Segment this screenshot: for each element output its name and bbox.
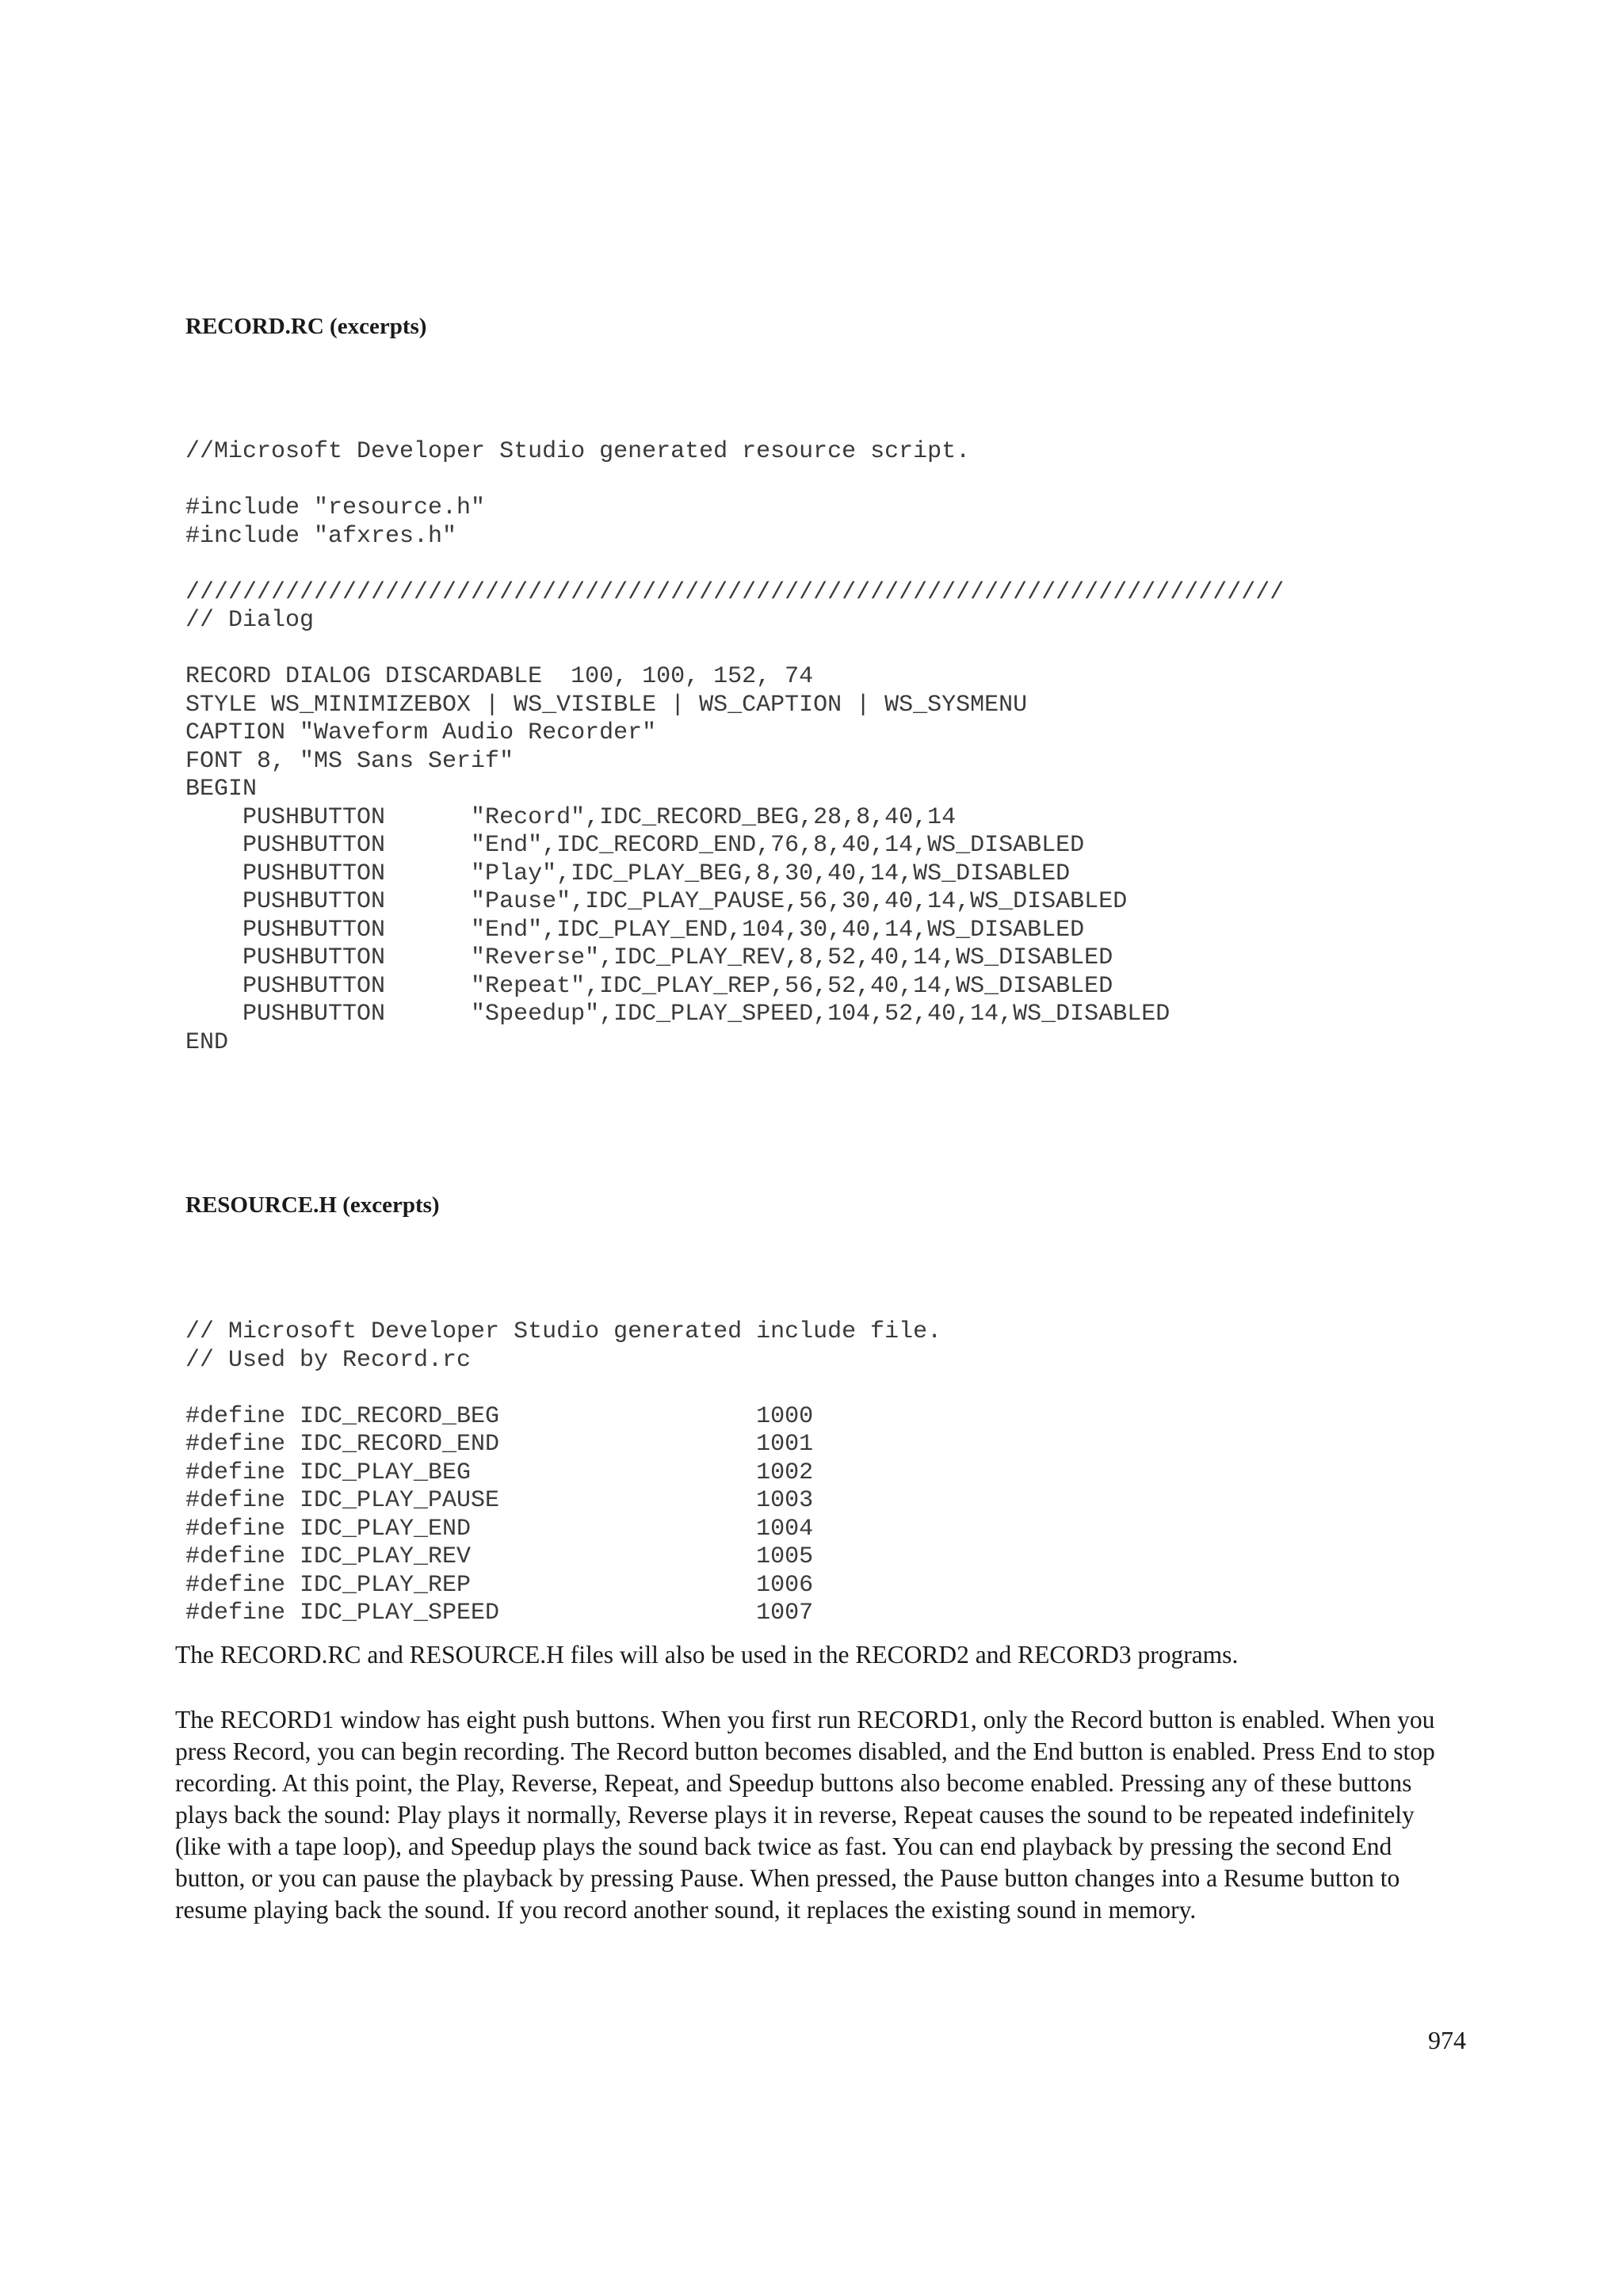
- resource-h-heading: RESOURCE.H (excerpts): [185, 1192, 440, 1218]
- body-paragraph-record1-description: The RECORD1 window has eight push buttons. When you first run RECORD1, only the Record button is enabled. When you press Record, you can begin recording. The Record button becomes disabled, and the End button is enabled. Press End to stop recording. At this point, the Play, Reverse, Repeat, and Speedup buttons also become enabled. Pressing any of these buttons plays back the sound: Play plays it normally, Reverse plays it in reverse, Repeat causes the sound to be repeated indefinitely (like with a tape loop), and Speedup plays the sound back twice as fast. You can end playback by pressing the second End button, or you can pause the playback by pressing Pause. When pressed, the Pause button changes into a Resume button to resume playing back the sound. If you record another sound, it replaces the existing sound in memory.: [175, 1706, 1435, 1924]
- body-paragraph-shared-files: The RECORD.RC and RESOURCE.H files will also be used in the RECORD2 and RECORD3 programs.: [175, 1641, 1239, 1669]
- page-number: 974: [1428, 2026, 1466, 2054]
- resource-h-code-listing: // Microsoft Developer Studio generated include file. // Used by Record.rc #define IDC_RECORD_BEG 1000 #define IDC_RECORD_END 1001 #define IDC_PLAY_BEG 1002 #define IDC_PLAY_PAUSE 1003 #define IDC_PLAY_END 1004 #define IDC_PLAY_REV 1005 #define IDC_PLAY_REP 1006 #define IDC_PLAY_SPEED 1007: [185, 1318, 942, 1627]
- record-rc-code-listing: //Microsoft Developer Studio generated resource script. #include "resource.h" #include "afxres.h" ///////////////////////////////////////////////////////////////////////////// // Dialog RECORD DIALOG DISCARDABLE 100, 100, 152, 74 STYLE WS_MINIMIZEBOX | WS_VISIBLE | WS_CAPTION | WS_SYSMENU CAPTION "Waveform Audio Recorder" FONT 8, "MS Sans Serif" BEGIN PUSHBUTTON "Record",IDC_RECORD_BEG,28,8,40,14 PUSHBUTTON "End",IDC_RECORD_END,76,8,40,14,WS_DISABLED PUSHBUTTON "Play",IDC_PLAY_BEG,8,30,40,14,WS_DISABLED PUSHBUTTON "Pause",IDC_PLAY_PAUSE,56,30,40,14,WS_DISABLED PUSHBUTTON "End",IDC_PLAY_END,104,30,40,14,WS_DISABLED PUSHBUTTON "Reverse",IDC_PLAY_REV,8,52,40,14,WS_DISABLED PUSHBUTTON "Repeat",IDC_PLAY_REP,56,52,40,14,WS_DISABLED PUSHBUTTON "Speedup",IDC_PLAY_SPEED,104,52,40,14,WS_DISABLED END: [185, 438, 1285, 1056]
- record-rc-heading: RECORD.RC (excerpts): [185, 314, 427, 339]
